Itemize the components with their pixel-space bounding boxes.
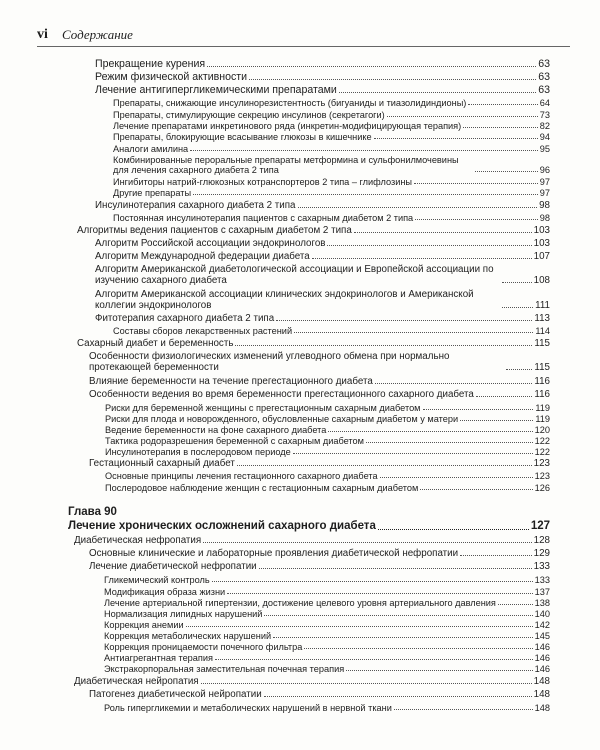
toc-entry-page: 82	[539, 121, 550, 131]
toc-entry-title: Инсулинотерапия сахарного диабета 2 типа	[95, 200, 296, 211]
toc-entry-page: 107	[533, 251, 550, 262]
toc-entry[interactable]	[95, 251, 550, 262]
dot-leader	[193, 194, 538, 195]
toc-entry[interactable]	[95, 84, 550, 96]
toc-entry[interactable]	[113, 155, 550, 175]
dot-leader	[212, 581, 533, 582]
toc-entry-title: Составы сборов лекарственных растений	[113, 326, 293, 336]
toc-entry[interactable]	[77, 338, 550, 349]
toc-entry-page: 148	[533, 676, 550, 687]
toc-entry-page: 126	[534, 483, 550, 493]
dot-leader	[475, 171, 538, 172]
toc-entry-title: Алгоритм Американской ассоциации клинических эндокринологов и Американской коллегии эндокринологов	[95, 289, 474, 311]
toc-entry[interactable]	[74, 535, 550, 546]
toc-entry-page: 97	[539, 188, 550, 198]
toc-entry-title: Особенности физиологических изменений углеводного обмена при нормально протекающей беременности	[89, 351, 450, 373]
toc-entry-title: Алгоритмы ведения пациентов с сахарным диабетом 2 типа	[77, 225, 352, 236]
toc-entry[interactable]	[95, 238, 550, 249]
header-rule	[37, 46, 570, 47]
toc-entry-title: Тактика родоразрешения беременной с сахарным диабетом	[105, 436, 364, 446]
toc-entry-page: 115	[534, 338, 550, 349]
toc-entry[interactable]	[95, 71, 550, 83]
dot-leader	[366, 442, 533, 443]
toc-entry-title: Прекращение курения	[95, 58, 206, 70]
toc-entry[interactable]	[104, 620, 550, 630]
toc-entry-title: Диабетическая нефропатия	[74, 535, 202, 546]
dot-leader	[506, 369, 532, 370]
toc-entry-page: 122	[534, 447, 550, 457]
toc-entry[interactable]	[113, 132, 550, 142]
toc-entry[interactable]	[95, 200, 550, 211]
toc-entry-title: Модификация образа жизни	[104, 587, 226, 597]
toc-entry-page: 111	[535, 300, 550, 311]
toc-entry-title: Алгоритм Международной федерации диабета	[95, 251, 310, 262]
toc-entry[interactable]	[113, 326, 550, 336]
toc-entry-title: Препараты, стимулирующие секрецию инсулинов (секретагоги)	[113, 110, 385, 120]
dot-leader	[415, 219, 538, 220]
toc-entry[interactable]	[104, 664, 550, 674]
dot-leader	[190, 150, 538, 151]
toc-entry-title: Алгоритм Российской ассоциации эндокринологов	[95, 238, 326, 249]
dot-leader	[498, 604, 533, 605]
toc-entry[interactable]	[89, 389, 550, 400]
toc-entry-title: Лечение препаратами инкретинового ряда (инкретин-модифицирующая терапия)	[113, 121, 462, 131]
toc-entry-title: Послеродовое наблюдение женщин с гестационным сахарным диабетом	[105, 483, 419, 493]
toc-entry-page: 133	[533, 561, 550, 572]
toc-entry-title: Другие препараты	[113, 188, 192, 198]
dot-leader	[227, 593, 532, 594]
dot-leader	[249, 79, 536, 80]
dot-leader	[460, 420, 533, 421]
toc-entry-page: 96	[539, 165, 550, 175]
toc-entry[interactable]	[113, 144, 550, 154]
toc-entry[interactable]	[95, 58, 550, 70]
dot-leader	[276, 320, 532, 321]
dot-leader	[312, 258, 532, 259]
dot-leader	[201, 683, 532, 684]
toc-entry-page: 95	[539, 144, 550, 154]
toc-entry[interactable]	[113, 213, 550, 223]
toc-entry-page: 63	[538, 71, 550, 83]
dot-leader	[237, 465, 532, 466]
toc-entry-page: 115	[534, 362, 550, 373]
toc-entry-title: Нормализация липидных нарушений	[104, 609, 263, 619]
toc-entry[interactable]	[95, 289, 550, 311]
toc-entry-title: Коррекция проницаемости почечного фильтра	[104, 642, 303, 652]
toc-entry-title: Антиагрегантная терапия	[104, 653, 213, 663]
dot-leader	[378, 529, 529, 530]
dot-leader	[374, 138, 538, 139]
dot-leader	[293, 453, 533, 454]
toc-entry-page: 97	[539, 177, 550, 187]
dot-leader	[273, 637, 533, 638]
dot-leader	[328, 431, 532, 432]
toc-entry-page: 145	[534, 631, 550, 641]
toc-entry-page: 137	[534, 587, 550, 597]
toc-entry[interactable]	[104, 642, 550, 652]
toc-entry[interactable]	[113, 177, 550, 187]
toc-entry-page: 114	[535, 326, 550, 336]
toc-entry-title: Алгоритм Американской диабетологической ассоциации и Европейской ассоциации по изучению сахарного диабета	[95, 264, 494, 286]
dot-leader	[420, 489, 532, 490]
toc-entry-title: Препараты, снижающие инсулинорезистентность (бигуаниды и тиазолидиндионы)	[113, 98, 467, 108]
toc-entry-page: 140	[534, 609, 550, 619]
toc-entry[interactable]	[105, 414, 550, 424]
toc-entry-page: 123	[534, 471, 550, 481]
chapter-title: Лечение хронических осложнений сахарного диабета	[68, 520, 376, 532]
dot-leader	[339, 92, 536, 93]
toc-entry-title: Режим физической активности	[95, 71, 248, 83]
toc-entry-page: 94	[539, 132, 550, 142]
toc-entry-title: Особенности ведения во время беременности прегестационного сахарного диабета	[89, 389, 474, 400]
toc-entry-page: 138	[534, 598, 550, 608]
toc-entry-page: 142	[534, 620, 550, 630]
toc-entry[interactable]	[104, 631, 550, 641]
page-number: vi	[37, 27, 48, 42]
toc-entry-page: 64	[539, 98, 550, 108]
toc-entry[interactable]	[95, 313, 550, 324]
toc-entry[interactable]	[104, 609, 550, 619]
toc-entry-title: Постоянная инсулинотерапия пациентов с сахарным диабетом 2 типа	[113, 213, 414, 223]
toc-entry-title: Комбинированные пероральные препараты метформина и сульфонилмочевины для лечения сахарного диабета 2 типа	[113, 155, 459, 175]
dot-leader	[264, 615, 532, 616]
toc-entry[interactable]	[89, 548, 550, 559]
toc-entry[interactable]	[104, 598, 550, 608]
dot-leader	[264, 696, 532, 697]
toc-entry-title: Основные принципы лечения гестационного сахарного диабета	[105, 471, 378, 481]
toc-entry-page: 129	[533, 548, 550, 559]
toc-entry-title: Риски для плода и новорожденного, обусловленные сахарным диабетом у матери	[105, 414, 459, 424]
dot-leader	[207, 66, 536, 67]
toc-entry[interactable]	[104, 653, 550, 663]
toc-entry-page: 119	[535, 403, 550, 413]
chapter-page: 127	[530, 520, 550, 532]
dot-leader	[304, 648, 532, 649]
toc-entry-title: Риски для беременной женщины с прегестационным сахарным диабетом	[105, 403, 421, 413]
toc-entry-page: 73	[539, 110, 550, 120]
toc-entry[interactable]	[113, 188, 550, 198]
toc-entry-page: 116	[534, 389, 550, 400]
toc-entry-title: Сахарный диабет и беременность	[77, 338, 234, 349]
toc-entry-page: 133	[534, 575, 550, 585]
toc-entry[interactable]	[105, 403, 550, 413]
dot-leader	[423, 409, 534, 410]
toc-entry-title: Лечение диабетической нефропатии	[89, 561, 257, 572]
dot-leader	[327, 245, 531, 246]
toc-entry-page: 103	[533, 238, 550, 249]
toc-entry[interactable]	[95, 264, 550, 286]
toc-entry-page: 63	[538, 58, 550, 70]
toc-entry-page: 113	[534, 313, 550, 324]
dot-leader	[380, 477, 533, 478]
toc-entry-page: 98	[539, 200, 550, 211]
running-title: Содержание	[62, 27, 133, 42]
toc-entry[interactable]	[89, 351, 550, 373]
toc-entry-title: Влияние беременности на течение прегестационного диабета	[89, 376, 373, 387]
dot-leader	[346, 670, 532, 671]
dot-leader	[502, 282, 532, 283]
toc-entry-page: 146	[534, 653, 550, 663]
toc-entry[interactable]	[89, 458, 550, 469]
dot-leader	[354, 232, 532, 233]
toc-entry[interactable]	[104, 587, 550, 597]
toc-entry-title: Препараты, блокирующие всасывание глюкозы в кишечнике	[113, 132, 372, 142]
toc-entry-page: 128	[533, 535, 550, 546]
toc-entry-title: Лечение артериальной гипертензии, достижение целевого уровня артериального давления	[104, 598, 496, 608]
toc-entry-page: 148	[534, 703, 550, 713]
toc-entry-page: 146	[534, 642, 550, 652]
toc-entry[interactable]	[105, 447, 550, 457]
toc-entry[interactable]	[105, 425, 550, 435]
toc-entry[interactable]	[77, 225, 550, 236]
toc-entry-title: Гликемический контроль	[104, 575, 210, 585]
toc-entry[interactable]	[74, 676, 550, 687]
toc-entry[interactable]	[105, 436, 550, 446]
toc-entry[interactable]	[105, 483, 550, 493]
dot-leader	[463, 127, 538, 128]
toc-entry-title: Экстракорпоральная заместительная почечная терапия	[104, 664, 345, 674]
toc-entry-page: 119	[535, 414, 550, 424]
dot-leader	[460, 555, 532, 556]
toc-entry-page: 103	[533, 225, 550, 236]
toc-entry[interactable]	[89, 376, 550, 387]
toc-entry-title: Коррекция метаболических нарушений	[104, 631, 272, 641]
toc-entry-page: 108	[533, 275, 550, 286]
dot-leader	[215, 659, 533, 660]
dot-leader	[186, 626, 533, 627]
dot-leader	[203, 542, 531, 543]
toc-entry-page: 122	[534, 436, 550, 446]
toc-entry[interactable]	[105, 471, 550, 481]
toc-entry-title: Диабетическая нейропатия	[74, 676, 199, 687]
chapter-label: Глава 90	[68, 506, 117, 518]
toc-entry-page: 148	[533, 689, 550, 700]
dot-leader	[414, 183, 538, 184]
running-header	[37, 27, 570, 41]
dot-leader	[298, 207, 538, 208]
dot-leader	[294, 332, 533, 333]
toc-entry-page: 123	[533, 458, 550, 469]
toc-entry[interactable]	[104, 703, 550, 713]
toc-entry-title: Коррекция анемии	[104, 620, 184, 630]
toc-entry-title: Инсулинотерапия в послеродовом периоде	[105, 447, 291, 457]
toc-entry-page: 120	[534, 425, 550, 435]
dot-leader	[394, 709, 533, 710]
toc-entry-title: Роль гипергликемии и метаболических нарушений в нервной ткани	[104, 703, 392, 713]
dot-leader	[502, 307, 533, 308]
toc-entry-page: 98	[539, 213, 550, 223]
toc-entry-title: Фитотерапия сахарного диабета 2 типа	[95, 313, 275, 324]
toc-entry-page: 63	[538, 84, 550, 96]
toc-entry-title: Ведение беременности на фоне сахарного диабета	[105, 425, 327, 435]
toc-entry[interactable]	[89, 689, 550, 700]
toc-entry-title: Аналоги амилина	[113, 144, 189, 154]
toc-entry-page: 116	[534, 376, 550, 387]
toc-entry-title: Гестационный сахарный диабет	[89, 458, 235, 469]
toc-entry-title: Лечение антигипергликемическими препаратами	[95, 84, 337, 96]
toc-entry[interactable]	[113, 110, 550, 120]
dot-leader	[235, 345, 532, 346]
dot-leader	[387, 116, 538, 117]
toc-entry[interactable]	[104, 575, 550, 585]
toc-entry-title: Основные клинические и лабораторные проявления диабетической нефропатии	[89, 548, 459, 559]
chapter-title-entry[interactable]	[68, 520, 550, 533]
toc-entry[interactable]	[89, 561, 550, 572]
toc-entry-title: Ингибиторы натрий-глюкозных котранспортеров 2 типа – глифлозины	[113, 177, 413, 187]
dot-leader	[476, 396, 533, 397]
toc-entry-title: Патогенез диабетической нейропатии	[89, 689, 262, 700]
dot-leader	[259, 568, 532, 569]
toc-entry[interactable]	[113, 121, 550, 131]
dot-leader	[468, 104, 537, 105]
toc-entry-page: 146	[534, 664, 550, 674]
toc-entry[interactable]	[113, 98, 550, 108]
dot-leader	[375, 383, 533, 384]
